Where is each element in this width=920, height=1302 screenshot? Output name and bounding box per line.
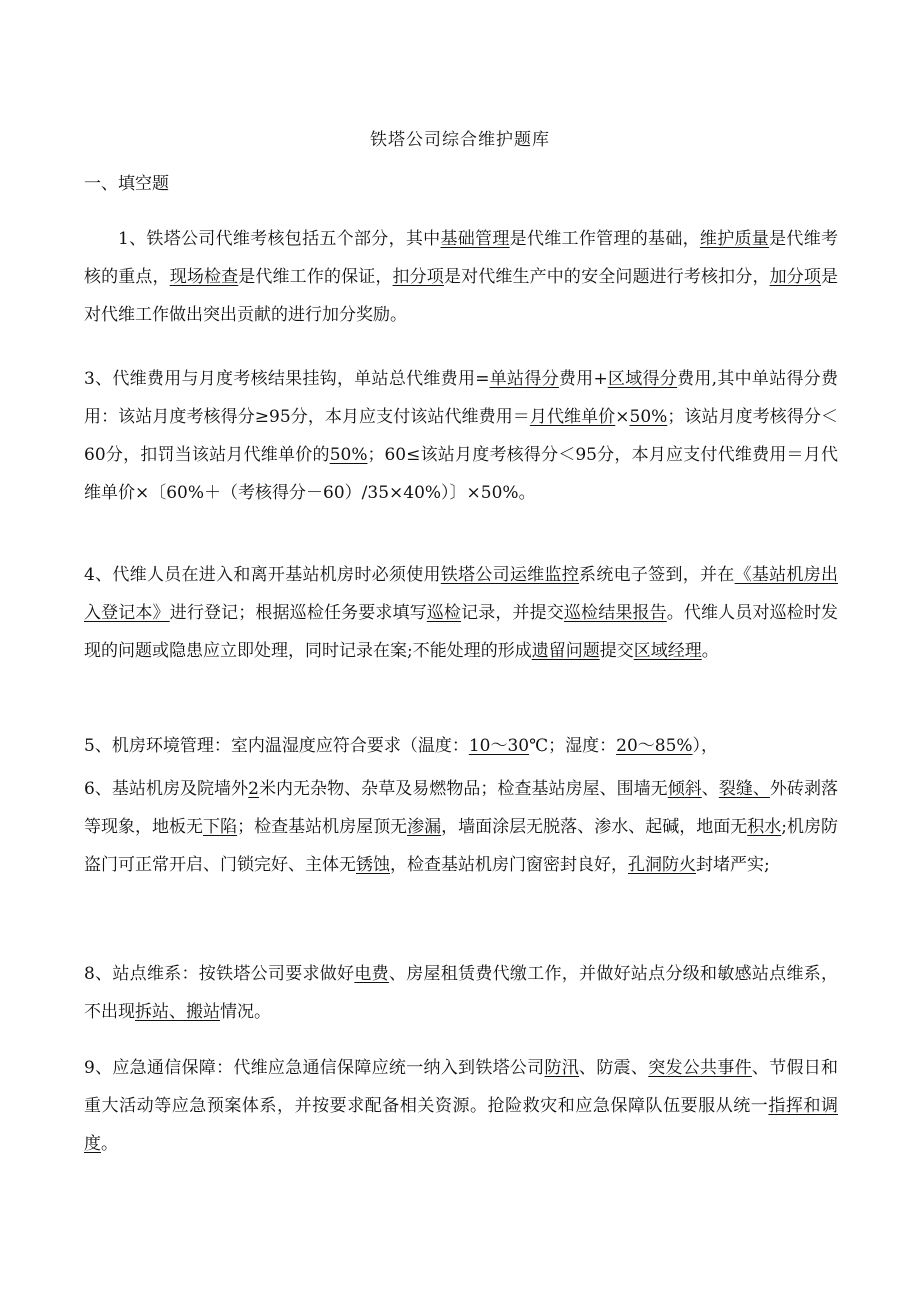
question-3-answer: 月代维单价 [529,407,616,427]
question-8-answer: 拆站、搬站 [135,1002,220,1022]
question-4-answer: 《基站机房出入登记本》 [84,565,839,623]
question-1-text: 是代维工作的保证， [238,267,393,287]
question-4 [84,556,838,670]
question-6-answer: 积水 [747,817,782,837]
question-6 [84,770,838,884]
question-6-text: 6、基站机房及院墙外 [84,779,249,799]
question-5-text: ℃；湿度： [529,736,617,756]
question-1-text: 是对代维生产中的安全问题进行考核扣分， [443,267,770,287]
question-1-answer: 现场检查 [169,267,239,287]
question-1 [84,220,838,334]
question-8-text: 、房屋租赁费代缴工作，并做好站点分级和敏感站点维系，不出现 [84,964,839,1022]
question-1-answer: 维护质量 [699,229,770,249]
question-5 [84,727,838,765]
question-6-answer: 下陷 [203,817,238,837]
question-3-text: ；60≤该站月度考核得分＜95分，本月应支付代维费用＝月代维单价×〔60%＋（考核得分－60）/35×40%）〕×50%。 [84,445,838,503]
question-6-answer: 2 [248,779,259,799]
question-9 [84,1049,838,1163]
question-4-answer: 巡检 [426,603,462,623]
question-4-text: 。代维人员对巡检时发现的问题或隐患应立即处理，同时记录在案;不能处理的形成 [84,603,839,661]
question-6-answer: 裂缝、 [718,779,770,799]
question-4-text: 进行登记；根据巡检任务要求填写 [169,603,427,623]
question-1-answer: 加分项 [769,267,822,287]
question-9-text: 、节假日和重大活动等应急预案体系，并按要求配备相关资源。抢险救灾和应急保障队伍要服从统一 [84,1058,839,1116]
question-1-text: 是代维考核的重点， [84,229,838,287]
question-9-answer: 指挥和调度 [84,1096,839,1154]
question-4-text: 提交 [599,641,634,661]
question-3-answer: 50% [629,407,668,427]
question-8-text: 8、站点维系：按铁塔公司要求做好 [84,964,355,984]
question-8-answer: 电费 [354,964,389,984]
question-5-text: 5、机房环境管理：室内温湿度应符合要求（温度： [84,736,469,756]
question-5-answer: 20～85% [616,736,693,756]
question-4-text: 记录，并提交 [461,603,564,623]
question-6-text: ，检查基站机房门窗密封良好， [390,855,628,875]
question-3-answer: 区域得分 [607,369,678,389]
question-6-text: ;机房防盗门可正常开启、门锁完好、主体无 [84,817,839,875]
question-1-text: 是代维工作管理的基础， [509,229,700,249]
question-1-text: 是对代维工作做出突出贡献的进行加分奖励。 [84,267,839,325]
question-4-text: 。 [701,641,719,661]
question-3-answer: 50% [329,445,368,465]
question-5-answer: 10～30 [468,736,530,756]
question-1-answer: 基础管理 [440,229,510,249]
question-3-text: 费用,其中单站得分费用：该站月度考核得分≥95分，本月应支付该站代维费用＝ [84,369,839,427]
question-3-text: × [615,407,630,427]
question-1-answer: 扣分项 [392,267,444,287]
question-6-answer: 锈蚀 [356,855,390,875]
question-6-answer: 倾斜 [667,779,702,799]
question-3-text: ；该站月度考核得分＜60分，扣罚当该站月代维单价的 [84,407,839,465]
question-6-text: 、 [701,779,719,799]
question-5-text: ）， [692,736,719,756]
question-4-answer: 巡检结果报告 [563,603,667,623]
question-8 [84,955,838,1031]
question-4-text: 系统电子签到，并在 [579,565,735,585]
question-6-text: ，墙面涂层无脱落、渗水、起碱，地面无 [441,817,748,837]
question-9-text: 。 [101,1134,118,1154]
question-4-answer: 区域经理 [633,641,702,661]
question-9-answer: 突发公共事件 [648,1058,752,1078]
question-3-text: 费用+ [558,369,608,389]
question-3-answer: 单站得分 [489,369,559,389]
question-9-answer: 防汛 [544,1058,580,1078]
question-9-text: 9、应急通信保障：代维应急通信保障应统一纳入到铁塔公司 [84,1058,545,1078]
question-8-text: 情况。 [220,1002,271,1022]
question-3-text: 3、代维费用与月度考核结果挂钩，单站总代维费用= [84,369,490,389]
question-6-answer: 渗漏 [407,817,442,837]
question-6-text: 封堵严实; [696,855,770,875]
question-9-text: 、防震、 [579,1058,649,1078]
question-6-text: 外砖剥落等现象，地板无 [84,779,838,837]
question-1-text: 1、铁塔公司代维考核包括五个部分，其中 [118,229,441,249]
question-6-text: ；检查基站机房屋顶无 [237,817,408,837]
question-4-text: 4、代维人员在进入和离开基站机房时必须使用 [84,565,441,585]
question-6-answer: 孔洞防火 [628,855,696,875]
question-6-text: 米内无杂物、杂草及易燃物品；检查基站房屋、围墙无 [258,779,668,799]
document-title: 铁塔公司综合维护题库 [370,130,550,150]
question-4-answer: 遗留问题 [531,641,600,661]
question-4-answer: 铁塔公司运维监控 [440,565,580,585]
section-heading-fill-in-blank: 一、填空题 [84,174,169,194]
question-3 [84,360,838,512]
